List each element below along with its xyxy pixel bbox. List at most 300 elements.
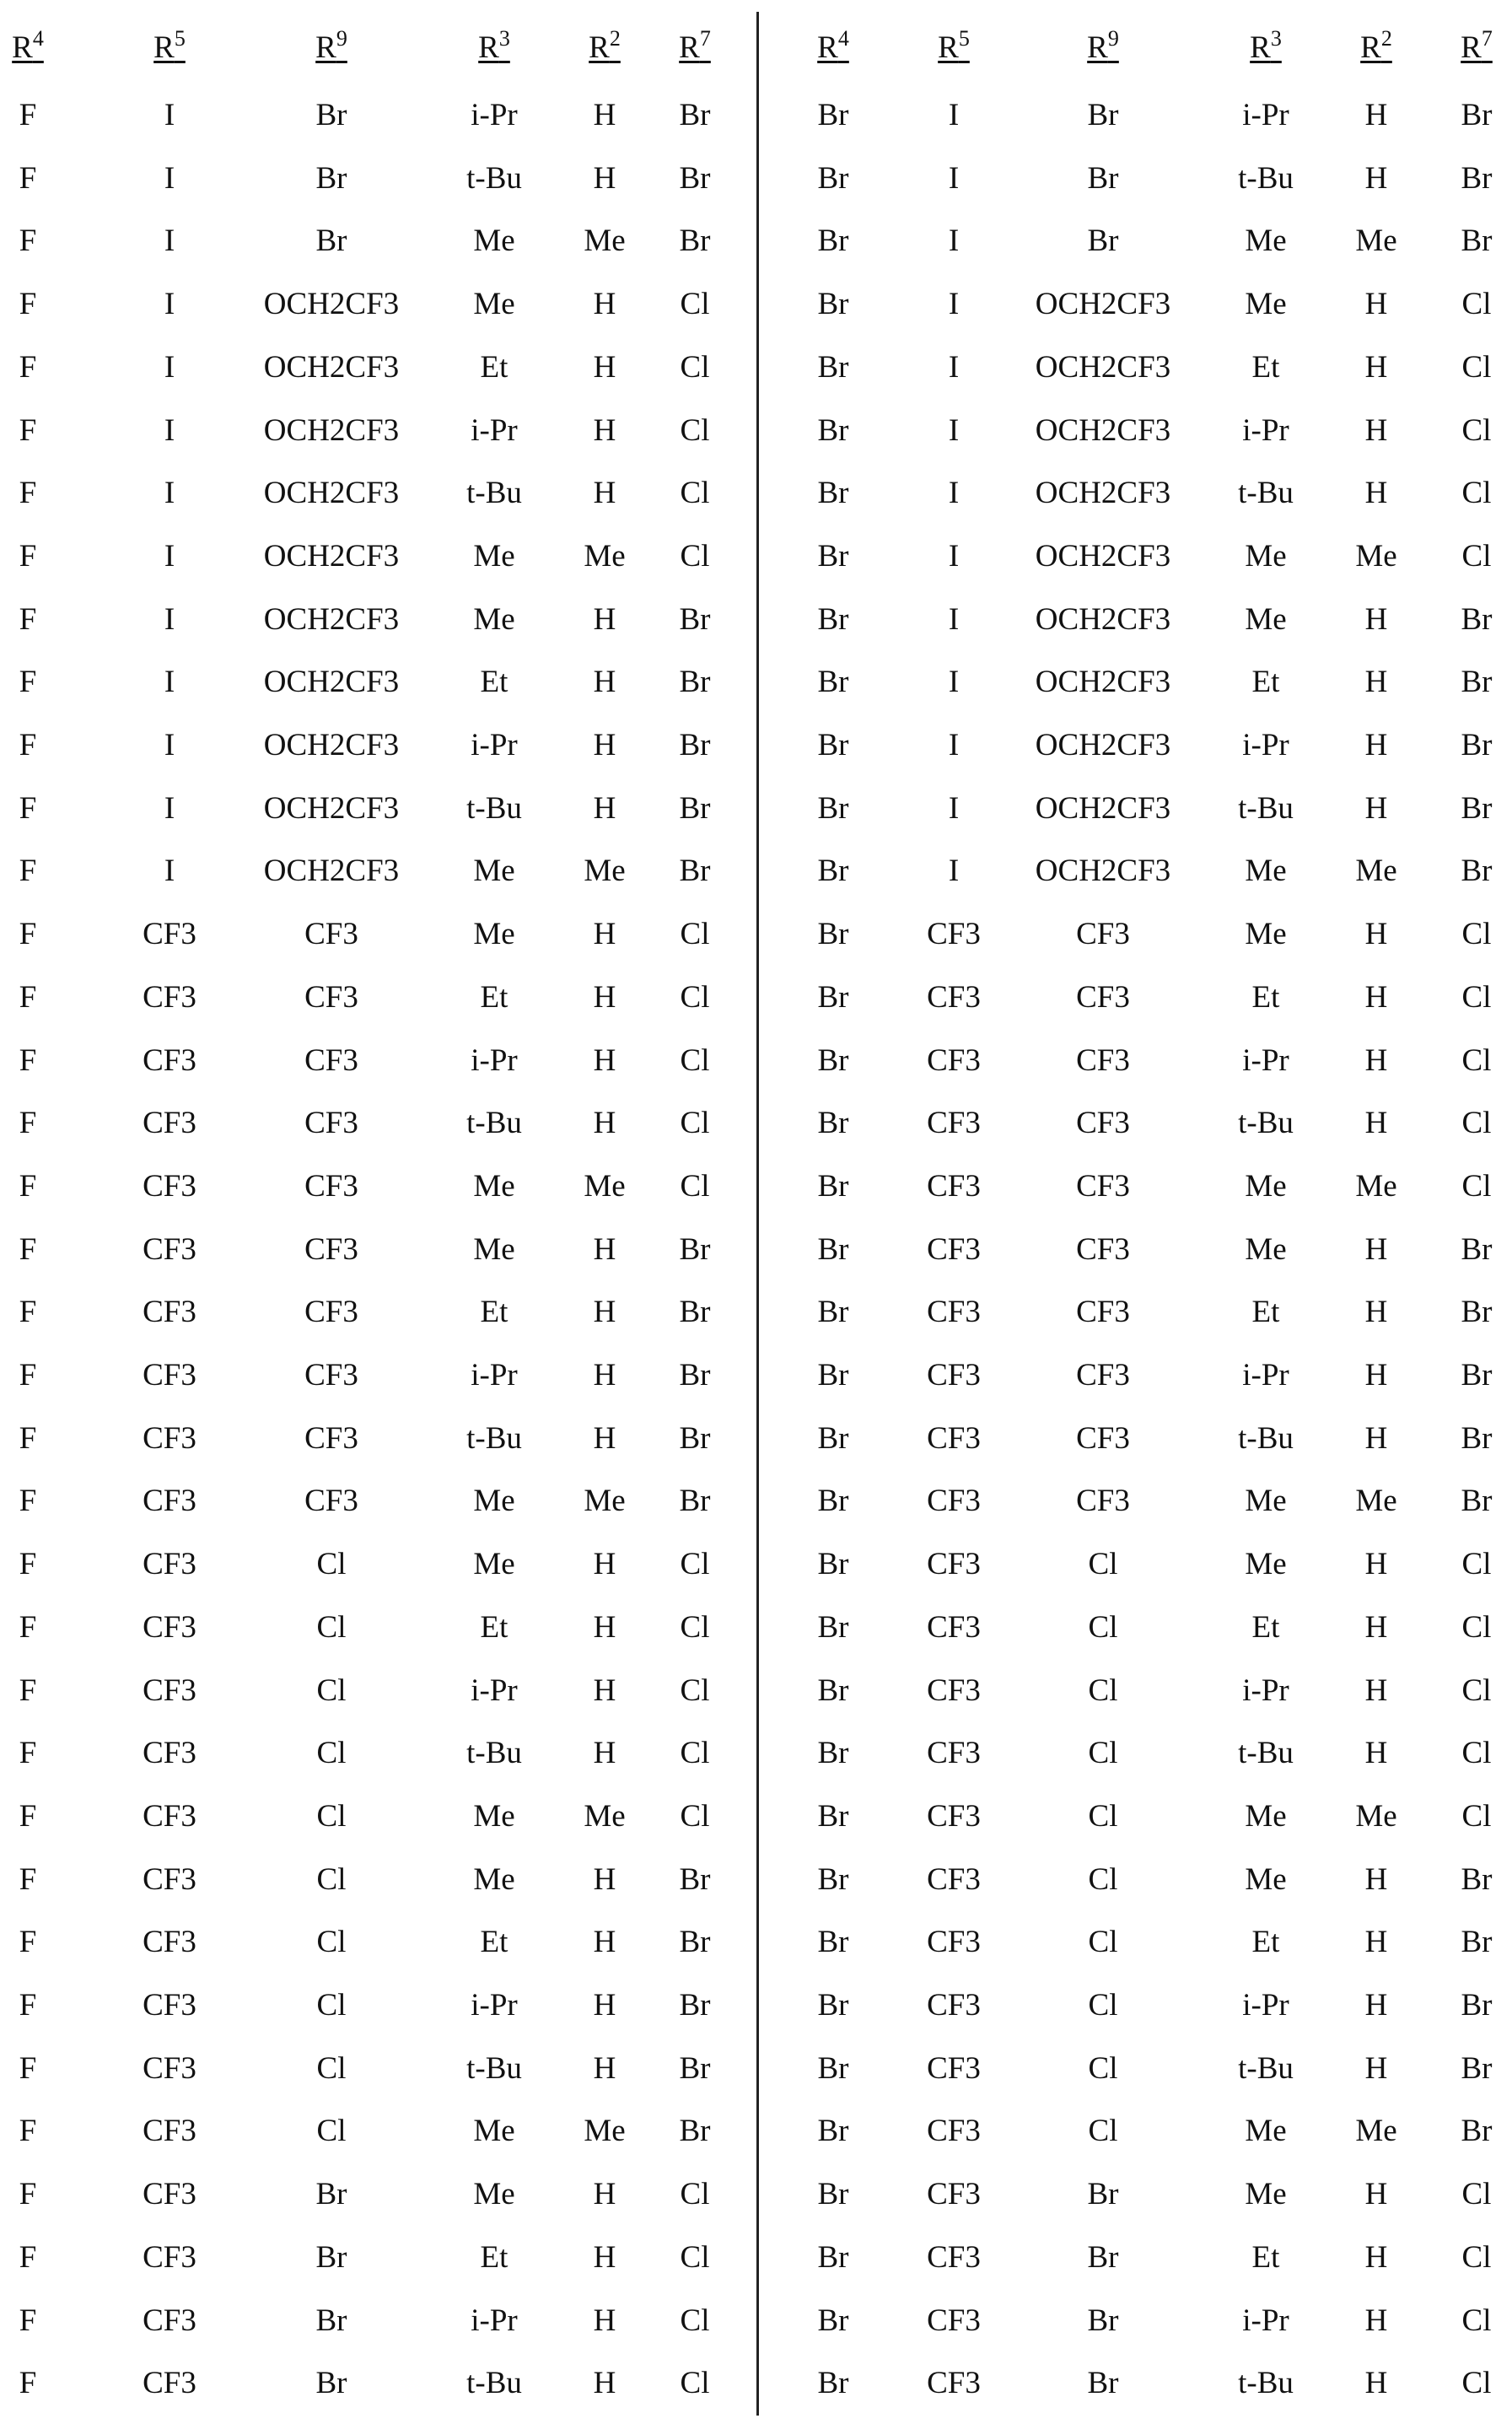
right-cell-r9: OCH2CF3: [1036, 793, 1170, 824]
right-cell-r4: Br: [818, 2305, 849, 2336]
left-cell-r2: H: [594, 918, 616, 950]
right-cell-r7: Br: [1461, 793, 1493, 824]
right-cell-r5: CF3: [927, 1675, 981, 1706]
left-cell-r4: F: [19, 1045, 37, 1076]
right-cell-r5: CF3: [927, 1926, 981, 1958]
left-cell-r3: t-Bu: [466, 793, 522, 824]
left-cell-r9: Cl: [317, 2115, 347, 2147]
right-cell-r9: Cl: [1089, 1612, 1118, 1643]
right-cell-r4: Br: [818, 982, 849, 1013]
right-cell-r3: t-Bu: [1238, 2053, 1294, 2084]
right-cell-r2: Me: [1355, 855, 1396, 886]
left-cell-r7: Br: [680, 1990, 711, 2021]
right-cell-r2: H: [1365, 288, 1388, 320]
right-cell-r4: Br: [818, 855, 849, 886]
right-header-r2: R2: [1360, 32, 1392, 63]
right-header-r7: R7: [1461, 32, 1493, 63]
right-cell-r2: H: [1365, 982, 1388, 1013]
left-cell-r9: OCH2CF3: [264, 666, 399, 698]
left-header-r4: R4: [12, 32, 44, 63]
right-cell-r5: I: [949, 541, 959, 572]
left-cell-r4: F: [19, 1171, 37, 1202]
left-cell-r2: Me: [584, 1171, 625, 1202]
right-cell-r2: H: [1365, 163, 1388, 194]
left-cell-r2: H: [594, 1360, 616, 1391]
right-cell-r4: Br: [818, 1990, 849, 2021]
left-cell-r7: Cl: [681, 1107, 710, 1139]
left-cell-r7: Cl: [681, 1171, 710, 1202]
right-header-r4: R4: [817, 32, 849, 63]
left-cell-r5: CF3: [143, 1801, 196, 1832]
right-cell-r5: I: [949, 793, 959, 824]
left-cell-r2: H: [594, 2305, 616, 2336]
right-cell-r3: Me: [1245, 1234, 1286, 1265]
left-cell-r5: CF3: [143, 2367, 196, 2399]
right-cell-r9: Cl: [1089, 1737, 1118, 1769]
left-cell-r4: F: [19, 666, 37, 698]
left-cell-r9: OCH2CF3: [264, 288, 399, 320]
right-cell-r5: CF3: [927, 2053, 981, 2084]
left-cell-r5: CF3: [143, 2305, 196, 2336]
right-cell-r5: CF3: [927, 1296, 981, 1328]
left-cell-r2: Me: [584, 1485, 625, 1516]
left-cell-r5: I: [164, 730, 175, 761]
right-cell-r2: Me: [1355, 2115, 1396, 2147]
left-cell-r3: Me: [473, 1171, 514, 1202]
right-cell-r9: CF3: [1076, 1423, 1130, 1454]
left-cell-r5: CF3: [143, 2115, 196, 2147]
right-cell-r5: CF3: [927, 1737, 981, 1769]
right-cell-r2: H: [1365, 1549, 1388, 1580]
left-cell-r7: Br: [680, 100, 711, 131]
right-cell-r9: CF3: [1076, 1107, 1130, 1139]
right-cell-r3: t-Bu: [1238, 793, 1294, 824]
left-cell-r3: Et: [481, 352, 508, 383]
left-cell-r3: Me: [473, 1234, 514, 1265]
right-cell-r5: CF3: [927, 1612, 981, 1643]
left-cell-r3: i-Pr: [471, 1360, 518, 1391]
right-cell-r5: CF3: [927, 1360, 981, 1391]
left-cell-r2: H: [594, 604, 616, 635]
right-cell-r2: H: [1365, 918, 1388, 950]
left-cell-r3: Me: [473, 1485, 514, 1516]
left-cell-r7: Cl: [681, 1612, 710, 1643]
left-header-r2: R2: [589, 32, 621, 63]
left-cell-r9: OCH2CF3: [264, 541, 399, 572]
left-cell-r7: Br: [680, 163, 711, 194]
left-cell-r5: I: [164, 288, 175, 320]
left-cell-r9: Cl: [317, 1675, 347, 1706]
left-cell-r9: Cl: [317, 1549, 347, 1580]
right-cell-r2: Me: [1355, 225, 1396, 256]
right-cell-r5: CF3: [927, 1107, 981, 1139]
left-cell-r4: F: [19, 730, 37, 761]
left-cell-r7: Br: [680, 1234, 711, 1265]
left-cell-r2: H: [594, 2367, 616, 2399]
left-cell-r4: F: [19, 2305, 37, 2336]
right-cell-r7: Br: [1461, 2053, 1493, 2084]
right-cell-r9: Br: [1088, 163, 1119, 194]
right-cell-r4: Br: [818, 604, 849, 635]
left-cell-r7: Cl: [681, 918, 710, 950]
right-cell-r4: Br: [818, 2367, 849, 2399]
right-cell-r7: Br: [1461, 1990, 1493, 2021]
left-cell-r3: t-Bu: [466, 1737, 522, 1769]
left-cell-r5: CF3: [143, 1423, 196, 1454]
right-cell-r7: Cl: [1462, 1801, 1492, 1832]
left-cell-r7: Br: [680, 1360, 711, 1391]
left-cell-r4: F: [19, 1675, 37, 1706]
right-cell-r9: Br: [1088, 2367, 1119, 2399]
left-cell-r4: F: [19, 2179, 37, 2210]
right-cell-r7: Br: [1461, 1296, 1493, 1328]
left-cell-r5: CF3: [143, 2179, 196, 2210]
left-cell-r5: CF3: [143, 1990, 196, 2021]
right-cell-r3: i-Pr: [1242, 100, 1289, 131]
left-header-r5: R5: [153, 32, 186, 63]
right-cell-r9: CF3: [1076, 1171, 1130, 1202]
left-cell-r3: Et: [481, 2242, 508, 2273]
left-cell-r4: F: [19, 541, 37, 572]
right-cell-r3: Et: [1252, 352, 1280, 383]
left-cell-r9: CF3: [304, 1485, 358, 1516]
left-cell-r7: Br: [680, 604, 711, 635]
right-cell-r2: H: [1365, 2179, 1388, 2210]
left-cell-r4: F: [19, 1423, 37, 1454]
left-cell-r3: Et: [481, 982, 508, 1013]
left-cell-r4: F: [19, 163, 37, 194]
left-cell-r4: F: [19, 1549, 37, 1580]
left-cell-r2: H: [594, 2053, 616, 2084]
left-cell-r7: Cl: [681, 1737, 710, 1769]
right-cell-r2: H: [1365, 415, 1388, 446]
right-cell-r4: Br: [818, 1360, 849, 1391]
left-cell-r3: i-Pr: [471, 730, 518, 761]
left-cell-r4: F: [19, 2115, 37, 2147]
left-cell-r9: OCH2CF3: [264, 477, 399, 509]
left-cell-r4: F: [19, 2053, 37, 2084]
left-cell-r9: OCH2CF3: [264, 604, 399, 635]
left-cell-r4: F: [19, 1864, 37, 1895]
left-cell-r7: Cl: [681, 415, 710, 446]
right-cell-r9: Cl: [1089, 2053, 1118, 2084]
left-cell-r3: Me: [473, 1864, 514, 1895]
left-cell-r2: H: [594, 1864, 616, 1895]
right-cell-r5: I: [949, 730, 959, 761]
left-cell-r9: Br: [316, 2305, 347, 2336]
right-cell-r9: CF3: [1076, 918, 1130, 950]
right-cell-r4: Br: [818, 1926, 849, 1958]
left-cell-r5: CF3: [143, 2053, 196, 2084]
left-cell-r3: Me: [473, 855, 514, 886]
right-cell-r2: H: [1365, 1737, 1388, 1769]
right-cell-r5: CF3: [927, 2242, 981, 2273]
left-cell-r9: CF3: [304, 1296, 358, 1328]
left-cell-r4: F: [19, 1107, 37, 1139]
right-cell-r9: CF3: [1076, 1234, 1130, 1265]
left-header-r9: R9: [315, 32, 347, 63]
left-cell-r4: F: [19, 1990, 37, 2021]
right-cell-r4: Br: [818, 1612, 849, 1643]
left-cell-r4: F: [19, 1612, 37, 1643]
right-cell-r9: CF3: [1076, 982, 1130, 1013]
right-cell-r2: H: [1365, 1864, 1388, 1895]
right-cell-r5: CF3: [927, 1549, 981, 1580]
right-cell-r9: OCH2CF3: [1036, 855, 1170, 886]
right-cell-r2: Me: [1355, 541, 1396, 572]
right-cell-r9: OCH2CF3: [1036, 477, 1170, 509]
left-cell-r5: CF3: [143, 1045, 196, 1076]
left-cell-r7: Cl: [681, 1549, 710, 1580]
right-cell-r7: Br: [1461, 604, 1493, 635]
right-cell-r9: Cl: [1089, 2115, 1118, 2147]
left-cell-r9: Br: [316, 225, 347, 256]
left-cell-r5: I: [164, 415, 175, 446]
left-cell-r2: H: [594, 352, 616, 383]
right-cell-r2: H: [1365, 352, 1388, 383]
left-cell-r3: Me: [473, 918, 514, 950]
right-cell-r7: Cl: [1462, 352, 1492, 383]
left-cell-r9: Br: [316, 2179, 347, 2210]
right-cell-r5: CF3: [927, 1423, 981, 1454]
right-cell-r5: CF3: [927, 1864, 981, 1895]
left-cell-r9: Cl: [317, 1612, 347, 1643]
right-cell-r7: Cl: [1462, 1549, 1492, 1580]
left-cell-r3: i-Pr: [471, 2305, 518, 2336]
right-cell-r3: t-Bu: [1238, 1423, 1294, 1454]
right-cell-r4: Br: [818, 793, 849, 824]
left-cell-r9: Br: [316, 100, 347, 131]
right-cell-r5: I: [949, 855, 959, 886]
right-cell-r3: Me: [1245, 604, 1286, 635]
right-cell-r3: t-Bu: [1238, 2367, 1294, 2399]
right-header-r5: R5: [938, 32, 970, 63]
right-cell-r4: Br: [818, 1864, 849, 1895]
left-cell-r9: Cl: [317, 1864, 347, 1895]
left-cell-r3: Me: [473, 2179, 514, 2210]
right-cell-r4: Br: [818, 1485, 849, 1516]
right-cell-r7: Cl: [1462, 2305, 1492, 2336]
right-cell-r2: H: [1365, 1234, 1388, 1265]
left-cell-r3: Et: [481, 1926, 508, 1958]
left-cell-r3: i-Pr: [471, 100, 518, 131]
right-cell-r2: H: [1365, 604, 1388, 635]
right-cell-r7: Cl: [1462, 1612, 1492, 1643]
right-cell-r2: Me: [1355, 1801, 1396, 1832]
right-cell-r9: OCH2CF3: [1036, 666, 1170, 698]
right-cell-r5: CF3: [927, 2179, 981, 2210]
right-cell-r7: Br: [1461, 1360, 1493, 1391]
right-cell-r9: CF3: [1076, 1485, 1130, 1516]
right-cell-r3: Me: [1245, 1864, 1286, 1895]
right-cell-r3: i-Pr: [1242, 1990, 1289, 2021]
right-cell-r7: Br: [1461, 1234, 1493, 1265]
left-cell-r2: H: [594, 1045, 616, 1076]
right-cell-r2: Me: [1355, 1485, 1396, 1516]
right-cell-r7: Cl: [1462, 288, 1492, 320]
right-cell-r7: Br: [1461, 1485, 1493, 1516]
right-cell-r5: CF3: [927, 982, 981, 1013]
left-cell-r2: H: [594, 288, 616, 320]
left-cell-r5: I: [164, 666, 175, 698]
right-cell-r5: I: [949, 100, 959, 131]
left-cell-r7: Br: [680, 225, 711, 256]
left-cell-r4: F: [19, 1926, 37, 1958]
right-cell-r9: CF3: [1076, 1045, 1130, 1076]
right-cell-r3: i-Pr: [1242, 1360, 1289, 1391]
left-cell-r7: Cl: [681, 477, 710, 509]
right-cell-r2: H: [1365, 793, 1388, 824]
right-cell-r2: H: [1365, 1926, 1388, 1958]
left-cell-r4: F: [19, 1801, 37, 1832]
left-cell-r5: I: [164, 477, 175, 509]
left-cell-r7: Cl: [681, 2242, 710, 2273]
left-cell-r2: H: [594, 793, 616, 824]
left-cell-r5: I: [164, 100, 175, 131]
right-cell-r2: H: [1365, 2053, 1388, 2084]
left-cell-r2: H: [594, 1612, 616, 1643]
right-cell-r9: Br: [1088, 100, 1119, 131]
right-cell-r4: Br: [818, 541, 849, 572]
left-cell-r9: CF3: [304, 1045, 358, 1076]
right-cell-r2: H: [1365, 477, 1388, 509]
left-cell-r5: I: [164, 855, 175, 886]
right-cell-r3: Me: [1245, 1171, 1286, 1202]
left-cell-r5: CF3: [143, 1107, 196, 1139]
right-cell-r2: H: [1365, 1107, 1388, 1139]
right-cell-r9: Cl: [1089, 1926, 1118, 1958]
left-cell-r5: I: [164, 604, 175, 635]
left-cell-r7: Br: [680, 730, 711, 761]
left-cell-r2: Me: [584, 225, 625, 256]
right-cell-r2: H: [1365, 1990, 1388, 2021]
left-cell-r9: OCH2CF3: [264, 352, 399, 383]
left-header-r3: R3: [478, 32, 510, 63]
left-cell-r5: CF3: [143, 1675, 196, 1706]
left-cell-r2: Me: [584, 855, 625, 886]
right-cell-r5: I: [949, 288, 959, 320]
right-cell-r4: Br: [818, 2242, 849, 2273]
left-cell-r4: F: [19, 415, 37, 446]
right-cell-r7: Cl: [1462, 1675, 1492, 1706]
right-cell-r4: Br: [818, 1045, 849, 1076]
left-cell-r4: F: [19, 1485, 37, 1516]
left-cell-r2: H: [594, 2179, 616, 2210]
right-cell-r7: Br: [1461, 1423, 1493, 1454]
right-cell-r2: H: [1365, 666, 1388, 698]
left-cell-r3: Me: [473, 2115, 514, 2147]
left-cell-r4: F: [19, 1234, 37, 1265]
right-cell-r5: CF3: [927, 1171, 981, 1202]
right-cell-r3: t-Bu: [1238, 163, 1294, 194]
left-cell-r7: Br: [680, 1423, 711, 1454]
right-cell-r7: Cl: [1462, 918, 1492, 950]
left-cell-r5: I: [164, 352, 175, 383]
left-cell-r3: i-Pr: [471, 1990, 518, 2021]
left-cell-r7: Cl: [681, 982, 710, 1013]
left-cell-r9: Br: [316, 2367, 347, 2399]
left-cell-r5: CF3: [143, 2242, 196, 2273]
right-cell-r7: Cl: [1462, 1737, 1492, 1769]
right-header-r3: R3: [1250, 32, 1282, 63]
left-cell-r2: H: [594, 2242, 616, 2273]
right-cell-r4: Br: [818, 477, 849, 509]
left-cell-r5: CF3: [143, 1360, 196, 1391]
right-cell-r9: Cl: [1089, 1549, 1118, 1580]
column-divider: [756, 12, 759, 2416]
left-cell-r3: i-Pr: [471, 1675, 518, 1706]
left-cell-r2: H: [594, 666, 616, 698]
right-cell-r7: Br: [1461, 855, 1493, 886]
right-cell-r7: Cl: [1462, 1045, 1492, 1076]
left-cell-r2: H: [594, 1737, 616, 1769]
left-cell-r5: I: [164, 163, 175, 194]
left-cell-r3: Me: [473, 1801, 514, 1832]
right-cell-r9: Br: [1088, 2179, 1119, 2210]
right-cell-r2: H: [1365, 2367, 1388, 2399]
right-cell-r4: Br: [818, 918, 849, 950]
right-cell-r3: Et: [1252, 666, 1280, 698]
right-cell-r9: OCH2CF3: [1036, 288, 1170, 320]
left-cell-r2: H: [594, 1675, 616, 1706]
right-cell-r9: Cl: [1089, 1675, 1118, 1706]
left-cell-r2: H: [594, 1296, 616, 1328]
left-cell-r3: Et: [481, 1296, 508, 1328]
left-cell-r5: CF3: [143, 1171, 196, 1202]
left-cell-r9: CF3: [304, 1107, 358, 1139]
right-cell-r4: Br: [818, 288, 849, 320]
left-cell-r9: OCH2CF3: [264, 855, 399, 886]
right-cell-r5: CF3: [927, 1801, 981, 1832]
right-cell-r5: I: [949, 163, 959, 194]
left-cell-r5: CF3: [143, 1612, 196, 1643]
left-cell-r2: H: [594, 1549, 616, 1580]
right-cell-r7: Br: [1461, 100, 1493, 131]
left-cell-r4: F: [19, 1360, 37, 1391]
right-cell-r7: Cl: [1462, 982, 1492, 1013]
left-cell-r4: F: [19, 2367, 37, 2399]
right-cell-r3: Me: [1245, 288, 1286, 320]
right-cell-r3: Et: [1252, 1926, 1280, 1958]
left-cell-r7: Br: [680, 2115, 711, 2147]
left-cell-r4: F: [19, 918, 37, 950]
right-cell-r2: H: [1365, 100, 1388, 131]
left-cell-r3: Me: [473, 288, 514, 320]
left-cell-r2: H: [594, 100, 616, 131]
left-cell-r7: Br: [680, 1485, 711, 1516]
right-cell-r3: Me: [1245, 918, 1286, 950]
right-cell-r2: H: [1365, 1423, 1388, 1454]
left-cell-r9: OCH2CF3: [264, 793, 399, 824]
left-cell-r9: Cl: [317, 1737, 347, 1769]
left-cell-r3: i-Pr: [471, 415, 518, 446]
left-cell-r4: F: [19, 1737, 37, 1769]
left-cell-r5: I: [164, 225, 175, 256]
left-cell-r5: CF3: [143, 1737, 196, 1769]
right-cell-r2: H: [1365, 1045, 1388, 1076]
right-cell-r9: Cl: [1089, 1801, 1118, 1832]
left-cell-r4: F: [19, 288, 37, 320]
left-cell-r3: Et: [481, 1612, 508, 1643]
left-cell-r4: F: [19, 477, 37, 509]
left-cell-r3: t-Bu: [466, 2367, 522, 2399]
right-cell-r4: Br: [818, 666, 849, 698]
right-cell-r3: i-Pr: [1242, 1045, 1289, 1076]
right-cell-r7: Br: [1461, 225, 1493, 256]
right-cell-r5: CF3: [927, 1990, 981, 2021]
right-cell-r3: t-Bu: [1238, 1737, 1294, 1769]
left-cell-r5: I: [164, 541, 175, 572]
